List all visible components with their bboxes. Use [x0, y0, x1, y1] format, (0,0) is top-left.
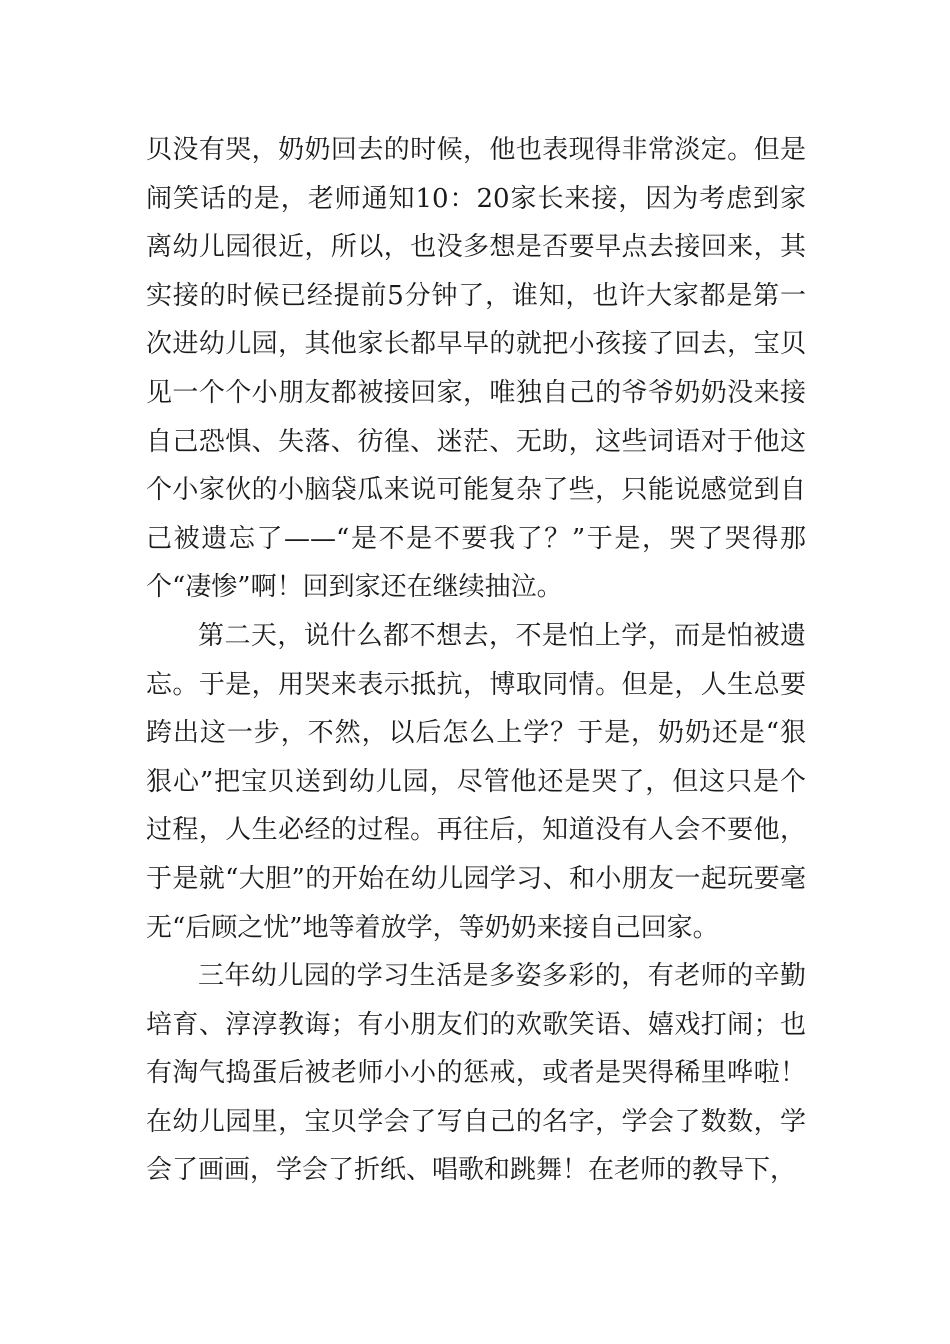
paragraph-3: 三年幼儿园的学习生活是多姿多彩的，有老师的辛勤培育、淳淳教诲；有小朋友们的欢歌笑语、嬉戏打闹；也有淘气捣蛋后被老师小小的惩戒，或者是哭得稀里哗啦！在幼儿园里，宝贝学会了写自己的名字，学会了数数，学会了画画，学会了折纸、唱歌和跳舞！在老师的教导下，	[146, 961, 806, 1186]
document-body	[146, 126, 806, 1195]
paragraph-1: 贝没有哭，奶奶回去的时候，他也表现得非常淡定。但是闹笑话的是，老师通知10：20家长来接，因为考虑到家离幼儿园很近，所以，也没多想是否要早点去接回来，其实接的时候已经提前5分钟了，谁知，也许大家都是第一次进幼儿园，其他家长都早早的就把小孩接了回去，宝贝见一个个小朋友都被接回家，唯独自己的爷爷奶奶没来接自己恐惧、失落、彷徨、迷茫、无助，这些词语对于他这个小家伙的小脑袋瓜来说可能复杂了些，只能说感觉到自己被遗忘了——“是不是不要我了？”于是，哭了哭得那个“凄惨”啊！回到家还在继续抽泣。	[146, 135, 806, 603]
paragraph-2: 第二天，说什么都不想去，不是怕上学，而是怕被遗忘。于是，用哭来表示抵抗，博取同情。但是，人生总要跨出这一步，不然，以后怎么上学？于是，奶奶还是“狠狠心”把宝贝送到幼儿园，尽管他还是哭了，但这只是个过程，人生必经的过程。再往后，知道没有人会不要他，于是就“大胆”的开始在幼儿园学习、和小朋友一起玩要毫无“后顾之忧”地等着放学，等奶奶来接自己回家。	[146, 620, 806, 943]
